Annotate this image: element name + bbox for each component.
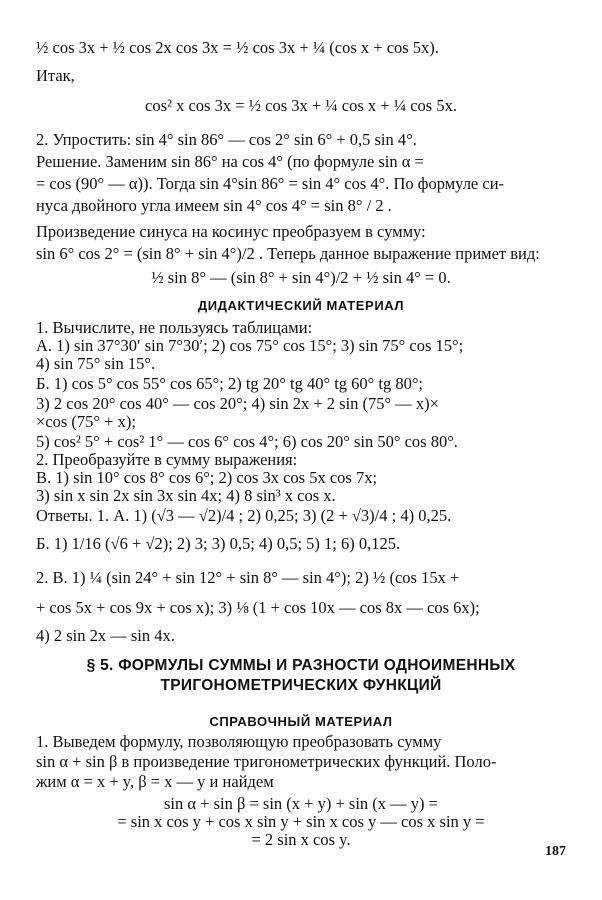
text-line: 2. Упростить: sin 4° sin 86° — cos 2° sin 6° + 0,5 sin 4°. xyxy=(36,130,417,149)
text-line: Ответы. 1. А. 1) (√3 — √2)/4 ; 2) 0,25; 3) (2 + √3)/4 ; 4) 0,25. xyxy=(36,506,452,525)
text-line: 3) 2 cos 20° cos 40° — cos 20°; 4) sin 2x + 2 sin (75° — x)× xyxy=(36,394,439,413)
text-line: В. 1) sin 10° cos 8° cos 6°; 2) cos 3x cos 5x cos 7x; xyxy=(36,468,378,487)
text-line: 3) sin x sin 2x sin 3x sin 4x; 4) 8 sin³ x cos x. xyxy=(36,486,336,505)
text-line: = 2 sin x cos y. xyxy=(251,830,351,849)
subheading: СПРАВОЧНЫЙ МАТЕРИАЛ xyxy=(209,714,393,729)
text-line: 2. Преобразуйте в сумму выражения: xyxy=(36,450,298,469)
text-line: sin 6° cos 2° = (sin 8° + sin 4°)/2 . Теперь данное выражение примет вид: xyxy=(36,244,540,263)
section-title-line: § 5. ФОРМУЛЫ СУММЫ И РАЗНОСТИ ОДНОИМЕННЫХ xyxy=(86,657,516,674)
text-line: ×cos (75° + x); xyxy=(36,412,136,431)
text-line: Итак, xyxy=(36,66,75,85)
text-line: Произведение синуса на косинус преобразуем в сумму: xyxy=(36,222,426,241)
text-line: = cos (90° — α)). Тогда sin 4°sin 86° = sin 4° cos 4°. По формуле си- xyxy=(36,174,505,193)
text-line: 5) cos² 5° + cos² 1° — cos 6° cos 4°; 6) cos 20° sin 50° cos 80°. xyxy=(36,432,458,451)
section-title-line: ТРИГОНОМЕТРИЧЕСКИХ ФУНКЦИЙ xyxy=(160,677,442,694)
text-line: Б. 1) cos 5° cos 55° cos 65°; 2) tg 20° tg 40° tg 60° tg 80°; xyxy=(36,374,424,393)
page-number: 187 xyxy=(545,844,566,859)
text-line: sin α + sin β в произведение тригонометрических функций. Поло- xyxy=(36,752,497,771)
text-line: 1. Выведем формулу, позволяющую преобразовать сумму xyxy=(36,732,442,751)
text-line: = sin x cos y + cos x sin y + sin x cos y — cos x sin y = xyxy=(117,812,485,831)
text-line: 4) sin 75° sin 15°. xyxy=(36,354,156,373)
text-line: Решение. Заменим sin 86° на cos 4° (по формуле sin α = xyxy=(36,152,424,171)
text-line: Б. 1) 1/16 (√6 + √2); 2) 3; 3) 0,5; 4) 0,5; 5) 1; 6) 0,125. xyxy=(36,534,401,553)
text-line: 2. В. 1) ¼ (sin 24° + sin 12° + sin 8° — sin 4°); 2) ½ (cos 15x + xyxy=(36,568,460,587)
text-line: sin α + sin β = sin (x + y) + sin (x — y) = xyxy=(164,794,438,813)
text-line: 4) 2 sin 2x — sin 4x. xyxy=(36,626,175,645)
text-line: 1. Вычислите, не пользуясь таблицами: xyxy=(36,318,313,337)
text-line: А. 1) sin 37°30′ sin 7°30′; 2) cos 75° cos 15°; 3) sin 75° cos 15°; xyxy=(36,336,464,355)
text-line: ½ sin 8° — (sin 8° + sin 4°)/2 + ½ sin 4° = 0. xyxy=(151,268,451,287)
text-line: жим α = x + y, β = x — y и найдем xyxy=(36,772,274,791)
text-line: нуса двойного угла имеем sin 4° cos 4° = sin 8° / 2 . xyxy=(36,196,392,215)
subheading: ДИДАКТИЧЕСКИЙ МАТЕРИАЛ xyxy=(197,298,405,313)
text-line: + cos 5x + cos 9x + cos x); 3) ⅛ (1 + cos 10x — cos 8x — cos 6x); xyxy=(36,598,480,617)
text-line: cos² x cos 3x = ½ cos 3x + ¼ cos x + ¼ cos 5x. xyxy=(145,96,457,115)
text-line: ½ cos 3x + ½ cos 2x cos 3x = ½ cos 3x + ¼ (cos x + cos 5x). xyxy=(36,38,439,57)
